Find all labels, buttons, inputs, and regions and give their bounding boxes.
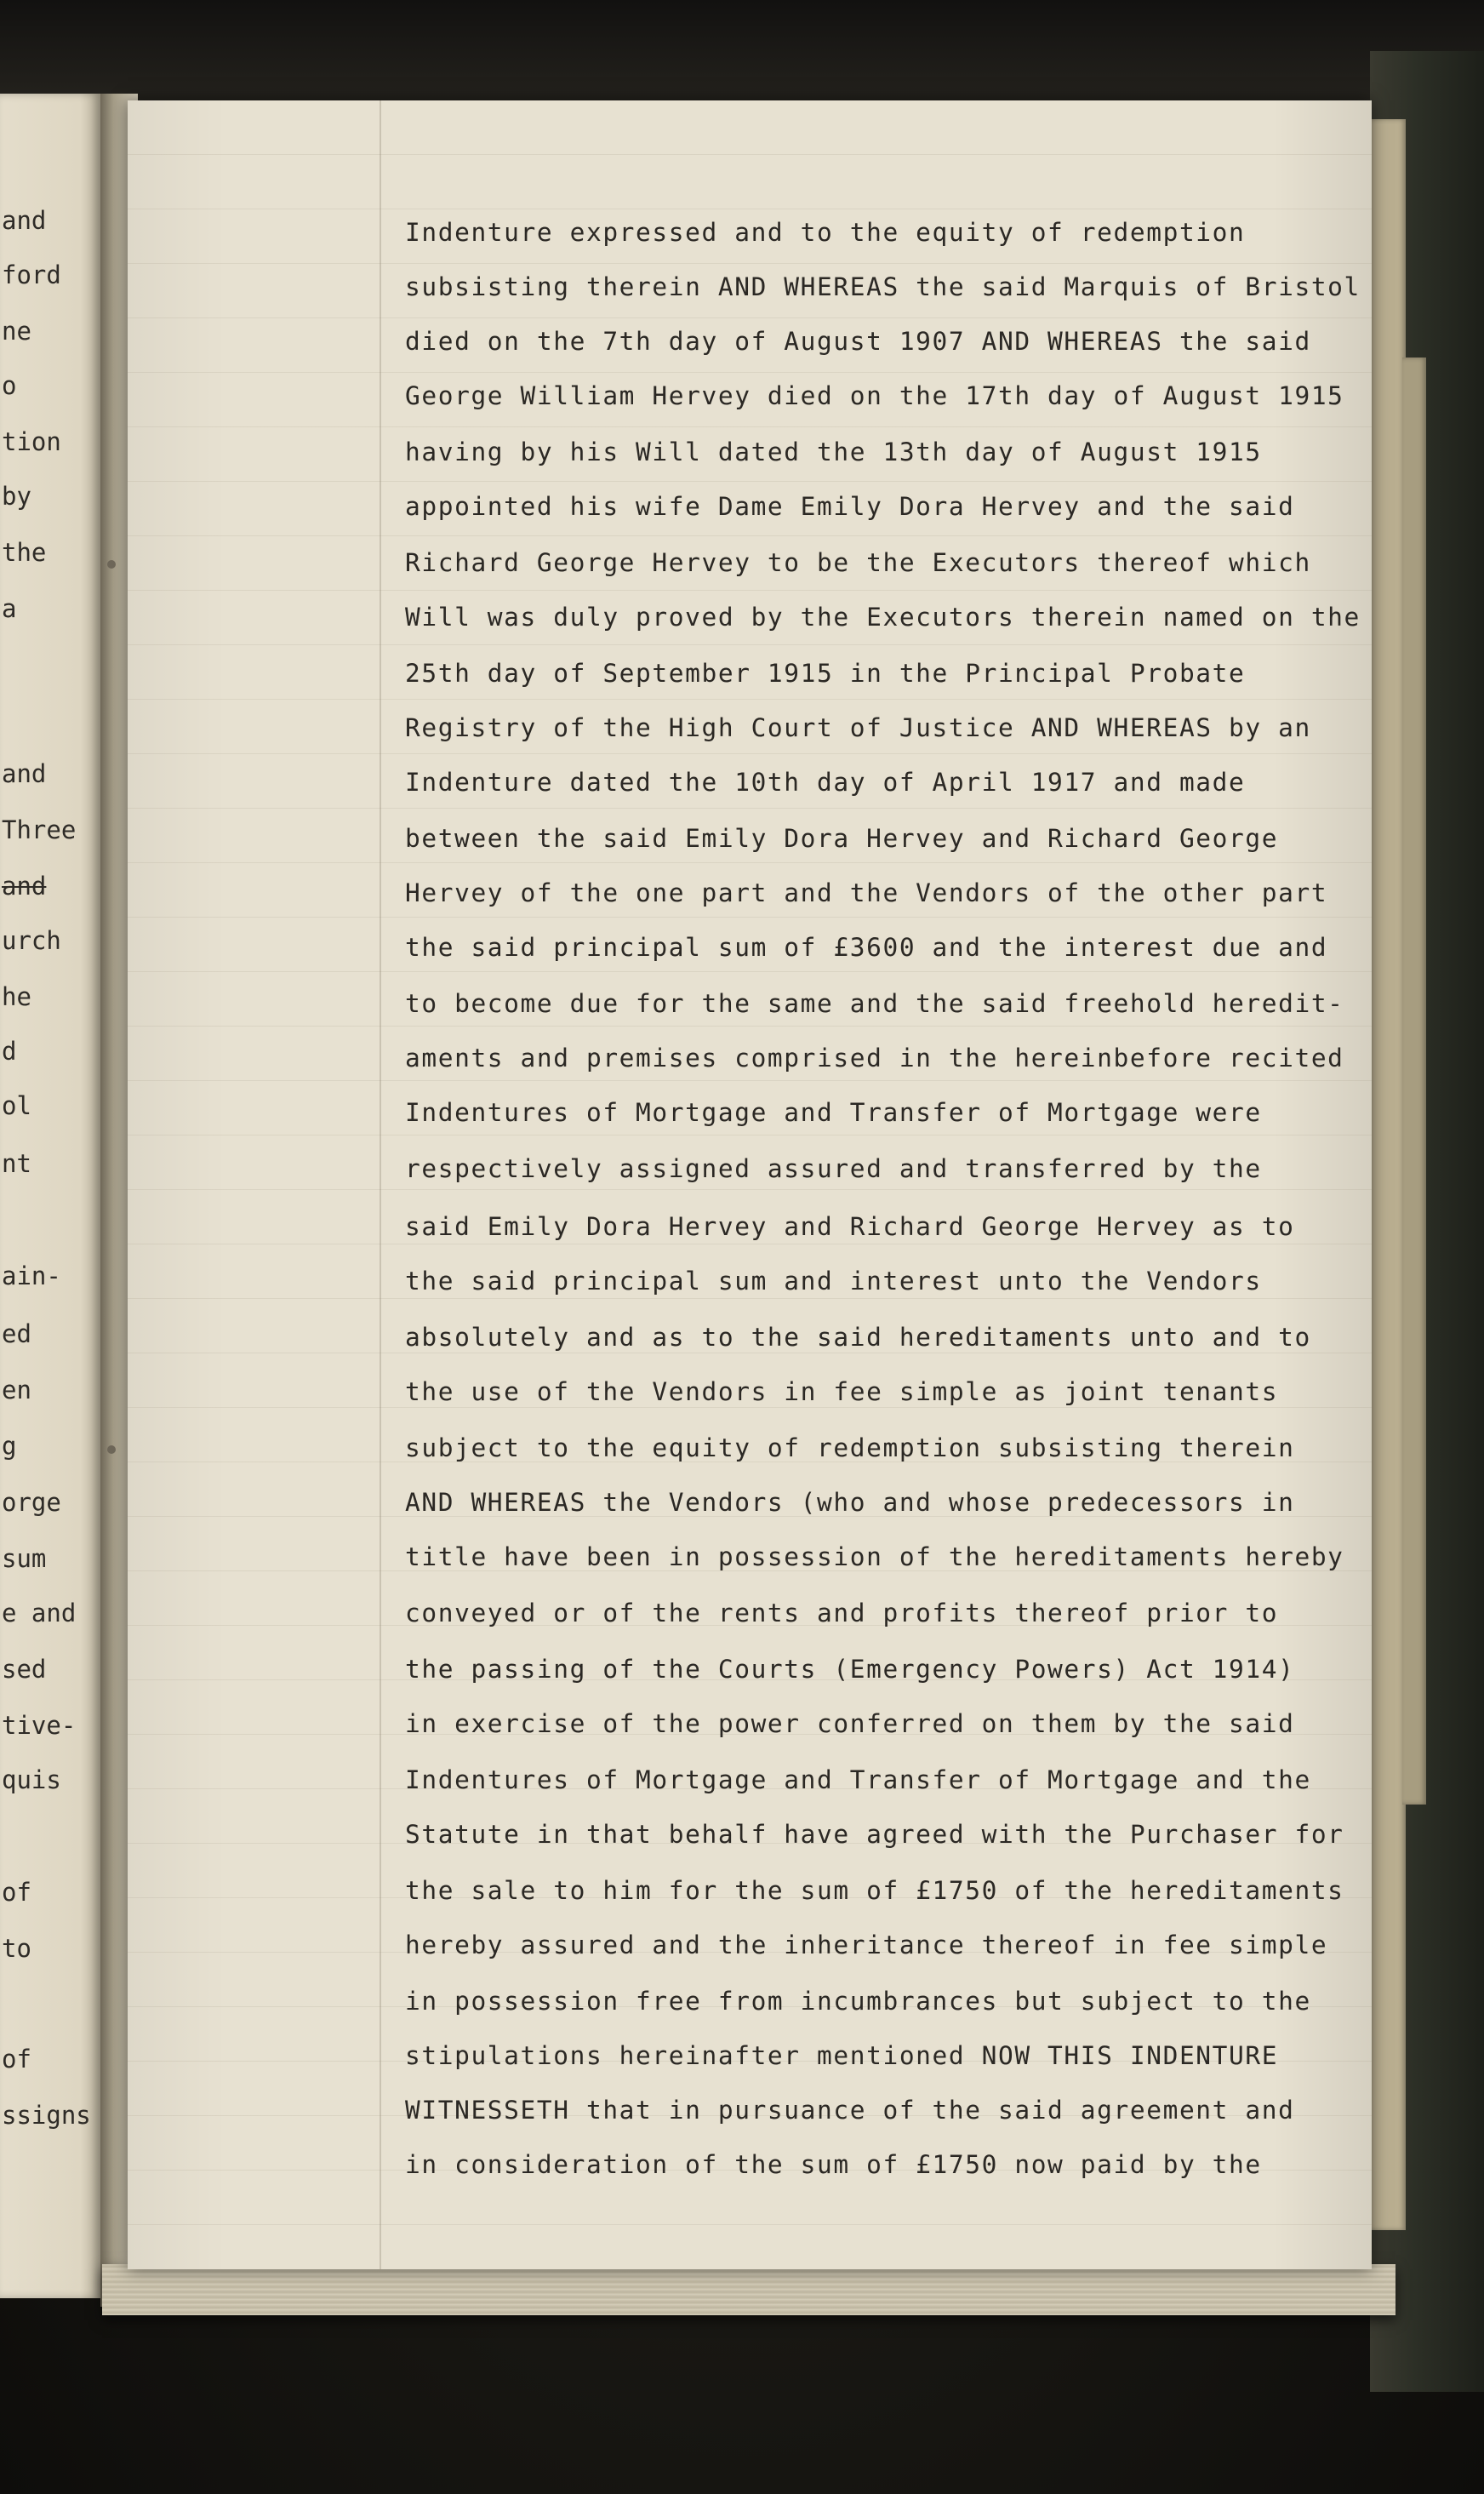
text-line: the sale to him for the sum of £1750 of the hereditaments (405, 1876, 1344, 1905)
left-fragment: d (2, 1037, 17, 1066)
left-fragment: ford (2, 260, 61, 289)
typed-text-body (128, 100, 1372, 2269)
text-line: 25th day of September 1915 in the Principal Probate (405, 659, 1246, 688)
left-fragment: ol (2, 1091, 31, 1120)
left-fragment: and (2, 206, 47, 235)
left-fragment: e and (2, 1599, 77, 1627)
left-fragment: sum (2, 1544, 47, 1573)
text-line: WITNESSETH that in pursuance of the said agreement and (405, 2096, 1295, 2125)
left-fragment: a (2, 594, 17, 623)
left-fragment: ne (2, 317, 31, 346)
text-line: Will was duly proved by the Executors therein named on the (405, 603, 1361, 632)
text-line: George William Hervey died on the 17th day of August 1915 (405, 381, 1344, 410)
text-line: between the said Emily Dora Hervey and Richard George (405, 824, 1279, 853)
book-cover-top (0, 0, 1484, 102)
text-line: Registry of the High Court of Justice AND WHEREAS by an (405, 713, 1311, 742)
text-line: Indenture dated the 10th day of April 1917 and made (405, 768, 1246, 797)
left-fragment: o (2, 371, 17, 400)
text-line: appointed his wife Dame Emily Dora Hervey and the said (405, 492, 1295, 521)
text-line: Statute in that behalf have agreed with the Purchaser for (405, 1820, 1344, 1849)
text-line: respectively assigned assured and transferred by the (405, 1154, 1262, 1183)
text-line: Richard George Hervey to be the Executors thereof which (405, 548, 1311, 577)
left-fragment: quis (2, 1765, 61, 1794)
text-line: stipulations hereinafter mentioned NOW THIS INDENTURE (405, 2041, 1279, 2070)
left-fragment: to (2, 1934, 31, 1963)
text-line: the said principal sum and interest unto the Vendors (405, 1267, 1262, 1296)
text-line: subject to the equity of redemption subsisting therein (405, 1433, 1295, 1462)
text-line: the passing of the Courts (Emergency Powers) Act 1914) (405, 1655, 1295, 1684)
left-fragment: orge (2, 1488, 61, 1517)
binding-hole-mark (107, 560, 116, 569)
text-line: subsisting therein AND WHEREAS the said Marquis of Bristol (405, 272, 1361, 301)
left-fragment: g (2, 1432, 17, 1461)
left-fragment: the (2, 538, 47, 567)
text-line: Indentures of Mortgage and Transfer of Mortgage and the (405, 1765, 1311, 1794)
left-fragment: urch (2, 926, 61, 955)
text-line: conveyed or of the rents and profits thereof prior to (405, 1599, 1279, 1627)
text-line: said Emily Dora Hervey and Richard George Hervey as to (405, 1212, 1295, 1241)
left-fragment: by (2, 482, 31, 511)
text-line: died on the 7th day of August 1907 AND WHEREAS the said (405, 327, 1311, 356)
left-fragment: he (2, 982, 31, 1011)
left-fragment: ain- (2, 1261, 61, 1290)
left-fragment: Three (2, 815, 77, 844)
left-fragment: tive- (2, 1711, 77, 1740)
text-line: absolutely and as to the said hereditaments unto and to (405, 1323, 1311, 1352)
left-fragment: nt (2, 1149, 31, 1178)
text-line: Indenture expressed and to the equity of redemption (405, 218, 1246, 247)
page-edge-tab (1372, 119, 1406, 2230)
text-line: having by his Will dated the 13th day of August 1915 (405, 438, 1262, 466)
text-line: to become due for the same and the said freehold heredit- (405, 989, 1344, 1018)
text-line: AND WHEREAS the Vendors (who and whose predecessors in (405, 1488, 1295, 1517)
left-fragment: and (2, 759, 47, 788)
binding-hole-mark (107, 1445, 116, 1454)
left-fragment: of (2, 1878, 31, 1907)
left-fragment: en (2, 1376, 31, 1404)
text-line: in possession free from incumbrances but subject to the (405, 1987, 1311, 2016)
left-facing-page (0, 94, 100, 2298)
page-edge-tab (1402, 358, 1426, 1805)
left-fragment: and (2, 872, 47, 901)
text-line: in consideration of the sum of £1750 now paid by the (405, 2150, 1262, 2179)
text-line: hereby assured and the inheritance thereof in fee simple (405, 1931, 1328, 1959)
page-edge-stack (102, 2264, 1396, 2315)
text-line: the use of the Vendors in fee simple as joint tenants (405, 1377, 1279, 1406)
left-fragment: of (2, 2045, 31, 2074)
text-line: Indentures of Mortgage and Transfer of Mortgage were (405, 1098, 1262, 1127)
text-line: the said principal sum of £3600 and the interest due and (405, 933, 1328, 962)
text-line: in exercise of the power conferred on them by the said (405, 1709, 1295, 1738)
document-page (128, 100, 1372, 2269)
left-fragment: tion (2, 427, 61, 456)
text-line: title have been in possession of the hereditaments hereby (405, 1542, 1344, 1571)
left-fragment: ssigns (2, 2101, 91, 2130)
text-line: Hervey of the one part and the Vendors of the other part (405, 878, 1328, 907)
text-line: aments and premises comprised in the hereinbefore recited (405, 1044, 1344, 1073)
left-fragment: sed (2, 1655, 47, 1684)
left-fragment: ed (2, 1319, 31, 1348)
